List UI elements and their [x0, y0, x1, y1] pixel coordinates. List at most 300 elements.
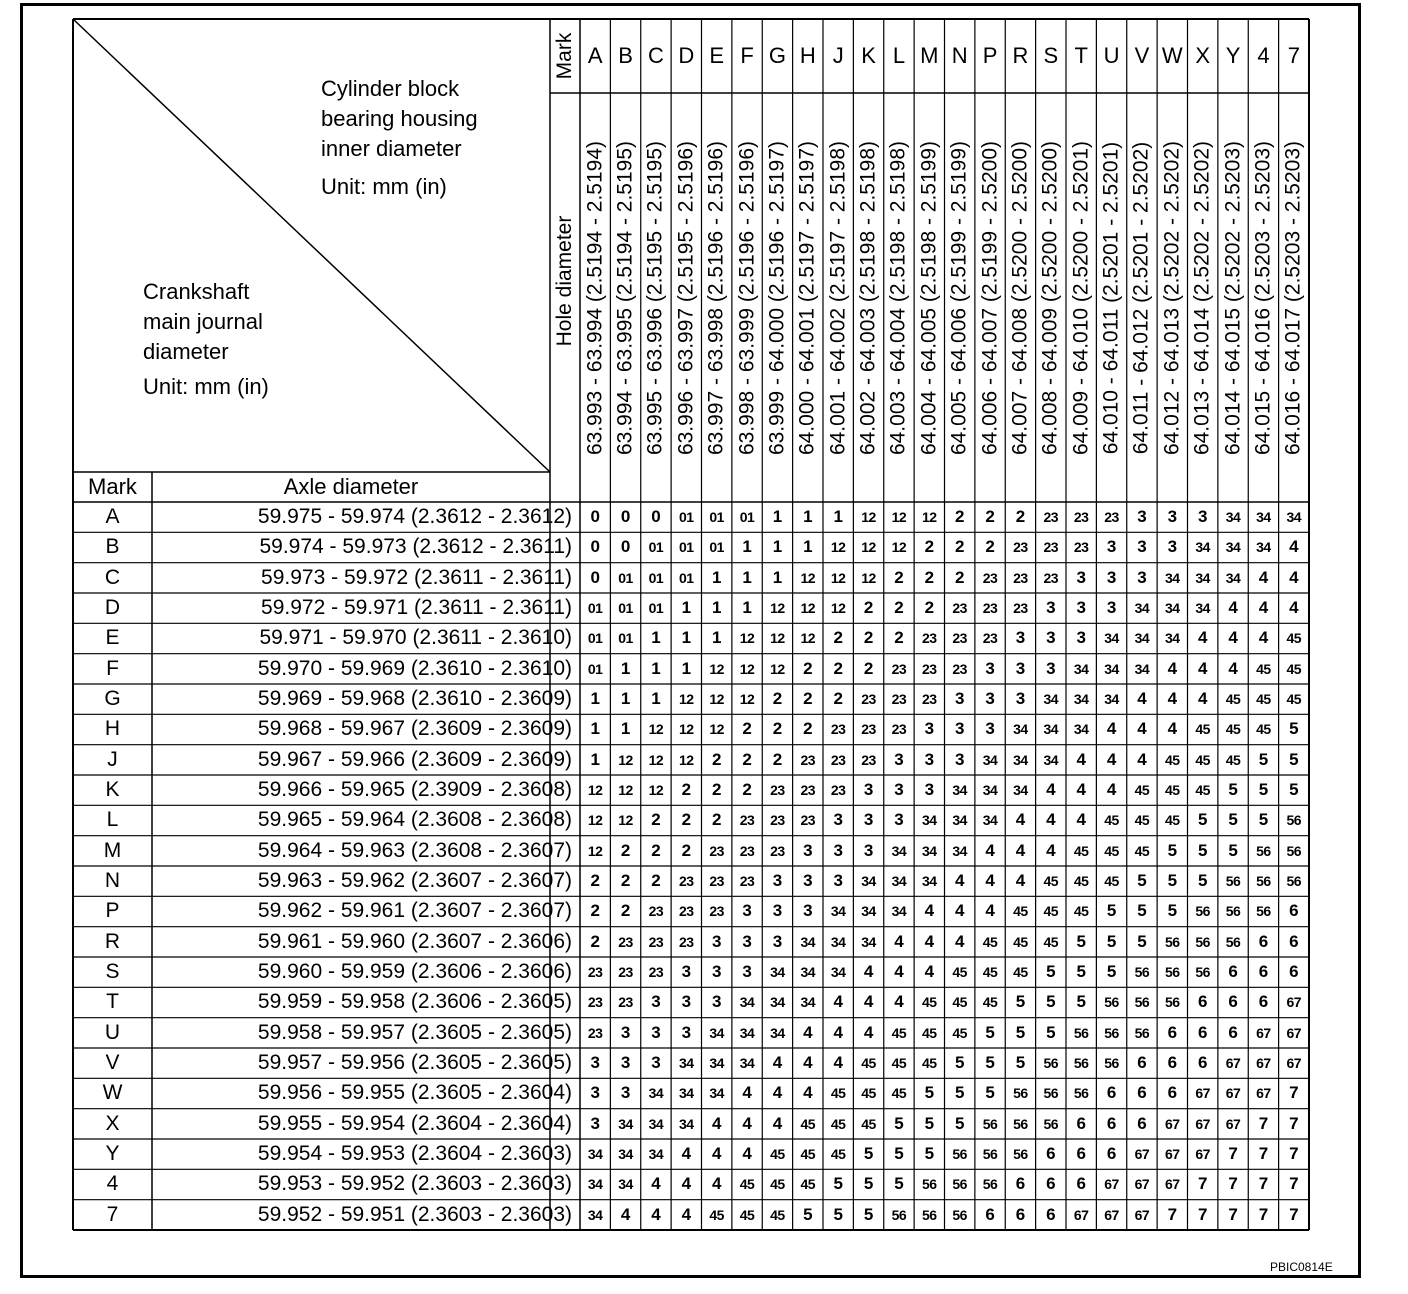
bearing-grade-cell: 45 [1013, 933, 1028, 950]
column-hole-diameter: 64.011 - 64.012 (2.5201 - 2.5202) [1129, 141, 1153, 454]
row-axle-diameter: 59.974 - 59.973 (2.3612 - 2.3611) [259, 535, 572, 559]
bearing-grade-cell: 4 [742, 1144, 752, 1164]
bearing-grade-cell: 34 [1134, 660, 1150, 677]
bearing-grade-cell: 5 [1106, 962, 1117, 982]
bearing-grade-cell: 2 [863, 598, 874, 618]
bearing-grade-cell: 4 [1197, 689, 1208, 709]
bearing-grade-cell: 01 [679, 539, 694, 556]
bearing-grade-cell: 4 [1137, 689, 1147, 709]
bearing-grade-cell: 34 [800, 933, 816, 950]
bearing-grade-cell: 23 [861, 751, 876, 768]
row-axle-diameter: 59.966 - 59.965 (2.3909 - 2.3608) [257, 778, 572, 802]
bearing-grade-cell: 23 [982, 569, 998, 586]
bearing-grade-cell: 5 [1137, 931, 1147, 951]
column-hole-diameter: 64.000 - 64.001 (2.5197 - 2.5197) [795, 140, 819, 455]
bearing-grade-cell: 01 [648, 539, 664, 556]
bearing-grade-cell: 3 [833, 810, 843, 830]
bearing-grade-cell: 56 [1104, 1024, 1119, 1041]
bearing-grade-cell: 56 [922, 1176, 937, 1193]
bearing-grade-cell: 5 [863, 1204, 874, 1224]
bearing-grade-cell: 34 [922, 842, 937, 859]
bearing-grade-cell: 6 [1106, 1144, 1117, 1164]
bearing-grade-cell: 4 [1197, 658, 1208, 678]
bearing-grade-cell: 4 [1076, 749, 1086, 769]
column-mark-A: A [587, 43, 603, 68]
bearing-grade-cell: 0 [590, 567, 600, 587]
bearing-grade-cell: 3 [894, 810, 904, 830]
column-hole-diameter: 64.002 - 64.003 (2.5198 - 2.5198) [856, 140, 880, 455]
bearing-grade-cell: 6 [1228, 962, 1238, 982]
bearing-grade-cell: 4 [803, 1053, 813, 1073]
bearing-grade-cell: 34 [709, 1024, 724, 1041]
bearing-grade-cell: 67 [1286, 994, 1302, 1011]
row-axle-diameter: 59.973 - 59.972 (2.3611 - 2.3611) [261, 565, 572, 589]
column-mark-U: U [1103, 43, 1120, 68]
bearing-grade-cell: 56 [982, 1146, 998, 1163]
bearing-grade-cell: 2 [590, 901, 600, 921]
bearing-grade-cell: 5 [924, 1113, 935, 1133]
bearing-grade-cell: 4 [1228, 628, 1238, 648]
bearing-grade-cell: 12 [648, 782, 664, 799]
bearing-grade-cell: 1 [833, 507, 843, 527]
bearing-grade-cell: 45 [739, 1206, 755, 1223]
bearing-grade-cell: 7 [1228, 1144, 1238, 1164]
bearing-grade-cell: 12 [739, 630, 755, 647]
bearing-grade-cell: 3 [1137, 507, 1147, 527]
bearing-grade-cell: 67 [1195, 1146, 1210, 1163]
bearing-grade-cell: 12 [770, 660, 785, 677]
bearing-grade-cell: 34 [1073, 721, 1089, 738]
bearing-grade-cell: 67 [1225, 1115, 1241, 1132]
bearing-grade-cell: 34 [861, 873, 876, 890]
bearing-grade-cell: 23 [830, 751, 846, 768]
row-mark: A [105, 505, 120, 529]
bearing-grade-cell: 34 [1165, 569, 1180, 586]
bearing-grade-cell: 2 [711, 780, 722, 800]
column-mark-F: F [740, 43, 754, 68]
bearing-grade-cell: 4 [1076, 810, 1086, 830]
bearing-grade-cell: 12 [739, 691, 755, 708]
bearing-grade-cell: 12 [922, 509, 937, 526]
bearing-grade-cell: 56 [1286, 812, 1302, 829]
bearing-grade-cell: 3 [590, 1083, 600, 1103]
column-hole-diameter: 64.006 - 64.007 (2.5199 - 2.5200) [978, 140, 1002, 455]
bearing-grade-cell: 56 [1073, 1085, 1089, 1102]
bearing-grade-cell: 34 [709, 1085, 724, 1102]
bearing-grade-cell: 4 [833, 992, 843, 1012]
bearing-grade-cell: 2 [681, 810, 692, 830]
bearing-grade-cell: 3 [985, 689, 995, 709]
bearing-grade-cell: 4 [954, 901, 965, 921]
bearing-grade-cell: 4 [863, 1022, 874, 1042]
bearing-grade-cell: 5 [1106, 931, 1117, 951]
bearing-grade-cell: 34 [1043, 751, 1059, 768]
bearing-grade-cell: 12 [648, 721, 664, 738]
bearing-grade-cell: 23 [1013, 600, 1028, 617]
row-axle-diameter: 59.975 - 59.974 (2.3612 - 2.3612) [257, 505, 572, 529]
column-mark-M: M [920, 43, 939, 68]
axle-diameter-header: Axle diameter [283, 474, 419, 499]
bearing-grade-cell: 6 [1106, 1113, 1117, 1133]
bearing-grade-cell: 45 [982, 964, 998, 981]
bearing-grade-cell: 7 [1258, 1113, 1269, 1133]
bearing-grade-cell: 6 [1167, 1022, 1178, 1042]
bearing-grade-cell: 45 [1195, 782, 1210, 799]
bearing-grade-cell: 23 [1043, 539, 1059, 556]
bearing-grade-cell: 4 [803, 1083, 813, 1103]
bearing-grade-cell: 34 [1043, 721, 1059, 738]
row-axle-diameter: 59.968 - 59.967 (2.3609 - 2.3609) [257, 717, 572, 741]
bearing-grade-cell: 56 [1043, 1085, 1059, 1102]
bearing-grade-cell: 34 [891, 873, 907, 890]
bearing-grade-cell: 45 [891, 1055, 907, 1072]
bearing-grade-cell: 4 [924, 931, 935, 951]
bearing-grade-cell: 7 [1289, 1144, 1299, 1164]
bearing-grade-cell: 34 [891, 903, 907, 920]
bearing-grade-cell: 5 [1197, 840, 1208, 860]
bearing-grade-cell: 4 [954, 871, 965, 891]
bearing-grade-cell: 2 [711, 749, 722, 769]
bearing-grade-cell: 34 [1225, 569, 1241, 586]
bearing-grade-cell: 5 [954, 1083, 965, 1103]
bearing-grade-cell: 23 [679, 873, 694, 890]
bearing-grade-cell: 4 [1137, 719, 1147, 739]
bearing-grade-cell: 6 [1046, 1144, 1056, 1164]
bearing-grade-cell: 4 [1167, 658, 1178, 678]
bearing-grade-cell: 45 [1073, 903, 1089, 920]
bearing-grade-cell: 4 [772, 1053, 783, 1073]
bearing-grade-cell: 45 [1104, 842, 1119, 859]
bearing-grade-cell: 01 [709, 539, 724, 556]
row-mark: N [104, 869, 121, 893]
bearing-grade-cell: 34 [891, 842, 907, 859]
bearing-grade-cell: 34 [1195, 539, 1210, 556]
bearing-grade-cell: 7 [1289, 1174, 1299, 1194]
bearing-grade-cell: 5 [1167, 901, 1178, 921]
bearing-grade-cell: 56 [1073, 1024, 1089, 1041]
bearing-grade-cell: 3 [651, 1022, 661, 1042]
bearing-grade-cell: 3 [620, 1022, 631, 1042]
bearing-grade-cell: 5 [803, 1204, 813, 1224]
bearing-grade-cell: 23 [648, 964, 664, 981]
bearing-grade-cell: 6 [1076, 1144, 1086, 1164]
bearing-grade-cell: 23 [587, 964, 603, 981]
bearing-grade-cell: 12 [891, 539, 907, 556]
bearing-grade-cell: 1 [711, 567, 722, 587]
row-mark: E [105, 626, 120, 650]
bearing-grade-cell: 1 [681, 628, 692, 648]
bearing-grade-cell: 2 [924, 537, 935, 557]
bearing-grade-cell: 45 [1043, 903, 1059, 920]
bearing-grade-cell: 34 [922, 812, 937, 829]
bearing-grade-cell: 12 [679, 721, 694, 738]
bearing-grade-cell: 4 [711, 1113, 722, 1133]
bearing-grade-cell: 34 [648, 1146, 664, 1163]
bearing-grade-cell: 1 [590, 749, 600, 769]
bearing-grade-cell: 7 [1289, 1113, 1299, 1133]
bearing-grade-cell: 45 [830, 1085, 846, 1102]
bearing-grade-cell: 56 [1256, 903, 1271, 920]
bearing-grade-cell: 4 [1046, 810, 1056, 830]
column-hole-diameter: 63.997 - 63.998 (2.5196 - 2.5196) [704, 140, 728, 455]
bearing-grade-cell: 45 [952, 994, 967, 1011]
bearing-grade-cell: 45 [1195, 721, 1210, 738]
bearing-grade-cell: 3 [803, 901, 813, 921]
bearing-grade-cell: 34 [679, 1085, 694, 1102]
bearing-grade-cell: 2 [833, 658, 843, 678]
bearing-grade-cell: 23 [861, 691, 876, 708]
column-mark-P: P [982, 43, 998, 68]
bearing-grade-cell: 2 [742, 719, 752, 739]
figure-code: PBIC0814E [1270, 1260, 1333, 1274]
bearing-grade-cell: 6 [1046, 1174, 1056, 1194]
bearing-grade-cell: 3 [1015, 658, 1026, 678]
bearing-grade-cell: 56 [1013, 1085, 1028, 1102]
bearing-grade-cell: 56 [1104, 1055, 1119, 1072]
column-hole-diameter: 63.999 - 64.000 (2.5196 - 2.5197) [765, 140, 789, 455]
column-hole-diameter: 63.995 - 63.996 (2.5195 - 2.5195) [643, 140, 667, 455]
bearing-grade-cell: 34 [1013, 782, 1028, 799]
bearing-grade-cell: 12 [587, 812, 603, 829]
bearing-grade-cell: 45 [739, 1176, 755, 1193]
bearing-grade-cell: 3 [1046, 598, 1056, 618]
bearing-grade-cell: 3 [863, 840, 874, 860]
bearing-grade-cell: 34 [800, 994, 816, 1011]
bearing-grade-cell: 23 [1043, 569, 1059, 586]
bearing-grade-cell: 34 [952, 842, 967, 859]
column-hole-diameter: 64.016 - 64.017 (2.5203 - 2.5203) [1281, 140, 1305, 455]
bearing-grade-cell: 23 [952, 660, 967, 677]
bearing-grade-cell: 5 [1137, 901, 1147, 921]
bearing-grade-cell: 34 [770, 964, 785, 981]
bearing-grade-cell: 4 [985, 901, 995, 921]
bearing-grade-cell: 67 [1104, 1206, 1119, 1223]
bearing-grade-cell: 45 [1073, 873, 1089, 890]
bearing-grade-cell: 45 [1256, 691, 1271, 708]
column-mark-D: D [678, 43, 695, 68]
bearing-grade-cell: 2 [772, 689, 783, 709]
bearing-grade-cell: 4 [711, 1174, 722, 1194]
bearing-grade-cell: 56 [1286, 873, 1302, 890]
bearing-grade-cell: 45 [1134, 812, 1150, 829]
column-mark-W: W [1161, 43, 1183, 68]
row-axle-diameter: 59.956 - 59.955 (2.3605 - 2.3604) [257, 1081, 572, 1105]
bearing-grade-cell: 5 [985, 1053, 995, 1073]
bearing-grade-cell: 34 [1286, 509, 1302, 526]
bearing-grade-cell: 23 [618, 933, 633, 950]
bearing-grade-cell: 45 [922, 1055, 937, 1072]
bearing-grade-cell: 1 [620, 689, 631, 709]
bearing-grade-cell: 4 [681, 1144, 692, 1164]
row-axle-diameter: 59.952 - 59.951 (2.3603 - 2.3603) [257, 1202, 572, 1226]
bearing-grade-cell: 12 [618, 751, 633, 768]
bearing-grade-cell: 6 [1015, 1204, 1026, 1224]
bearing-grade-cell: 12 [739, 660, 755, 677]
bearing-grade-cell: 7 [1258, 1174, 1269, 1194]
bearing-grade-cell: 01 [618, 569, 633, 586]
bearing-grade-cell: 23 [952, 630, 967, 647]
bearing-grade-cell: 3 [1137, 567, 1147, 587]
bearing-grade-cell: 2 [833, 689, 843, 709]
bearing-grade-cell: 6 [1167, 1083, 1178, 1103]
row-mark: C [104, 565, 121, 589]
bearing-grade-cell: 5 [894, 1113, 904, 1133]
bearing-grade-cell: 01 [587, 630, 603, 647]
bearing-grade-cell: 45 [770, 1206, 785, 1223]
bearing-grade-cell: 4 [651, 1174, 661, 1194]
row-mark-header: Mark [88, 474, 137, 499]
bearing-grade-cell: 45 [1195, 751, 1210, 768]
bearing-grade-cell: 4 [803, 1022, 813, 1042]
bearing-grade-cell: 23 [679, 933, 694, 950]
bearing-grade-cell: 5 [1076, 992, 1086, 1012]
bearing-grade-cell: 23 [861, 721, 876, 738]
bearing-grade-cell: 7 [1197, 1174, 1208, 1194]
column-hole-diameter: 64.005 - 64.006 (2.5199 - 2.5199) [947, 140, 971, 455]
bearing-grade-cell: 3 [681, 962, 692, 982]
crankshaft-unit: Unit: mm (in) [143, 374, 269, 399]
column-hole-diameter: 64.007 - 64.008 (2.5200 - 2.5200) [1008, 140, 1032, 455]
bearing-grade-cell: 3 [954, 689, 965, 709]
bearing-grade-cell: 6 [1137, 1053, 1147, 1073]
bearing-grade-cell: 3 [1076, 567, 1086, 587]
row-axle-diameter: 59.971 - 59.970 (2.3611 - 2.3610) [259, 626, 572, 650]
bearing-grade-cell: 4 [1076, 780, 1086, 800]
bearing-grade-cell: 4 [1228, 658, 1238, 678]
bearing-grade-cell: 34 [679, 1055, 694, 1072]
bearing-grade-cell: 2 [863, 628, 874, 648]
bearing-grade-cell: 2 [742, 749, 752, 769]
bearing-grade-cell: 12 [861, 509, 876, 526]
bearing-grade-cell: 4 [681, 1174, 692, 1194]
bearing-grade-cell: 3 [833, 840, 843, 860]
bearing-grade-cell: 23 [739, 842, 755, 859]
bearing-grade-cell: 56 [891, 1206, 907, 1223]
bearing-grade-cell: 67 [1195, 1085, 1210, 1102]
bearing-grade-cell: 4 [1167, 689, 1178, 709]
bearing-grade-cell: 4 [1106, 749, 1117, 769]
bearing-grade-cell: 56 [922, 1206, 937, 1223]
bearing-grade-cell: 5 [1046, 1022, 1056, 1042]
bearing-grade-cell: 45 [1134, 842, 1150, 859]
row-axle-diameter: 59.970 - 59.969 (2.3610 - 2.3610) [257, 656, 572, 680]
bearing-grade-cell: 2 [954, 537, 965, 557]
bearing-grade-cell: 7 [1197, 1204, 1208, 1224]
bearing-grade-cell: 45 [830, 1146, 846, 1163]
bearing-grade-cell: 56 [1043, 1055, 1059, 1072]
column-mark-B: B [618, 43, 633, 68]
bearing-grade-cell: 5 [894, 1144, 904, 1164]
bearing-grade-cell: 23 [770, 812, 785, 829]
bearing-grade-cell: 5 [985, 1083, 995, 1103]
bearing-grade-cell: 3 [711, 992, 722, 1012]
bearing-grade-cell: 1 [651, 658, 661, 678]
column-hole-diameter: 64.008 - 64.009 (2.5200 - 2.5200) [1038, 140, 1062, 455]
bearing-grade-cell: 23 [982, 600, 998, 617]
bearing-grade-cell: 45 [952, 964, 967, 981]
bearing-grade-cell: 0 [620, 537, 631, 557]
row-axle-diameter: 59.967 - 59.966 (2.3609 - 2.3609) [257, 747, 572, 771]
bearing-grade-cell: 5 [863, 1174, 874, 1194]
bearing-grade-cell: 45 [770, 1176, 785, 1193]
bearing-grade-cell: 3 [954, 749, 965, 769]
row-mark: 4 [106, 1172, 119, 1196]
bearing-grade-cell: 56 [982, 1176, 998, 1193]
bearing-grade-cell: 12 [587, 842, 603, 859]
bearing-grade-cell: 5 [894, 1174, 904, 1194]
bearing-grade-cell: 12 [770, 600, 785, 617]
bearing-grade-cell: 34 [1104, 630, 1119, 647]
bearing-grade-cell: 67 [1225, 1055, 1241, 1072]
bearing-grade-cell: 3 [894, 780, 904, 800]
bearing-grade-cell: 34 [1134, 600, 1150, 617]
bearing-grade-cell: 1 [711, 598, 722, 618]
bearing-grade-cell: 3 [1076, 628, 1086, 648]
bearing-grade-cell: 23 [891, 691, 907, 708]
bearing-grade-cell: 5 [1106, 901, 1117, 921]
bearing-grade-cell: 3 [924, 780, 935, 800]
bearing-grade-cell: 5 [1258, 810, 1269, 830]
bearing-grade-cell: 3 [894, 749, 904, 769]
bearing-grade-cell: 34 [861, 933, 876, 950]
row-axle-diameter: 59.958 - 59.957 (2.3605 - 2.3605) [257, 1020, 572, 1044]
column-mark-J: J [832, 43, 844, 68]
bearing-grade-cell: 0 [590, 537, 600, 557]
bearing-grade-cell: 2 [803, 658, 813, 678]
bearing-grade-cell: 56 [1165, 933, 1180, 950]
bearing-grade-cell: 2 [863, 658, 874, 678]
bearing-grade-cell: 67 [1134, 1176, 1150, 1193]
bearing-grade-cell: 4 [651, 1204, 661, 1224]
bearing-grade-cell: 3 [1137, 537, 1147, 557]
bearing-grade-cell: 5 [1289, 780, 1299, 800]
bearing-grade-cell: 5 [1289, 719, 1299, 739]
bearing-grade-cell: 12 [618, 812, 633, 829]
bearing-grade-cell: 7 [1167, 1204, 1178, 1224]
bearing-grade-cell: 5 [863, 1144, 874, 1164]
bearing-grade-cell: 12 [679, 691, 694, 708]
bearing-grade-cell: 1 [772, 507, 783, 527]
bearing-grade-cell: 34 [1256, 539, 1271, 556]
bearing-grade-cell: 45 [830, 1115, 846, 1132]
column-mark-7: 7 [1287, 43, 1300, 68]
row-mark: P [105, 899, 120, 923]
bearing-grade-cell: 4 [985, 871, 995, 891]
bearing-grade-cell: 4 [1289, 567, 1299, 587]
bearing-grade-cell: 01 [618, 630, 633, 647]
bearing-grade-cell: 45 [1286, 660, 1302, 677]
bearing-grade-cell: 4 [1258, 598, 1269, 618]
bearing-grade-cell: 2 [742, 780, 752, 800]
bearing-grade-cell: 3 [742, 901, 752, 921]
bearing-grade-cell: 23 [1073, 509, 1089, 526]
row-mark: D [104, 596, 121, 620]
bearing-grade-cell: 6 [1289, 931, 1299, 951]
bearing-grade-cell: 0 [651, 507, 661, 527]
bearing-grade-cell: 23 [587, 994, 603, 1011]
bearing-grade-cell: 23 [618, 994, 633, 1011]
bearing-grade-cell: 23 [1073, 539, 1089, 556]
bearing-grade-cell: 34 [830, 964, 846, 981]
row-axle-diameter: 59.961 - 59.960 (2.3607 - 2.3606) [257, 929, 572, 953]
column-mark-S: S [1043, 43, 1059, 68]
bearing-grade-cell: 34 [1104, 660, 1119, 677]
bearing-grade-cell: 23 [679, 903, 694, 920]
bearing-grade-cell: 1 [651, 628, 661, 648]
bearing-grade-cell: 1 [620, 719, 631, 739]
bearing-grade-cell: 5 [924, 1083, 935, 1103]
bearing-grade-cell: 2 [894, 598, 904, 618]
